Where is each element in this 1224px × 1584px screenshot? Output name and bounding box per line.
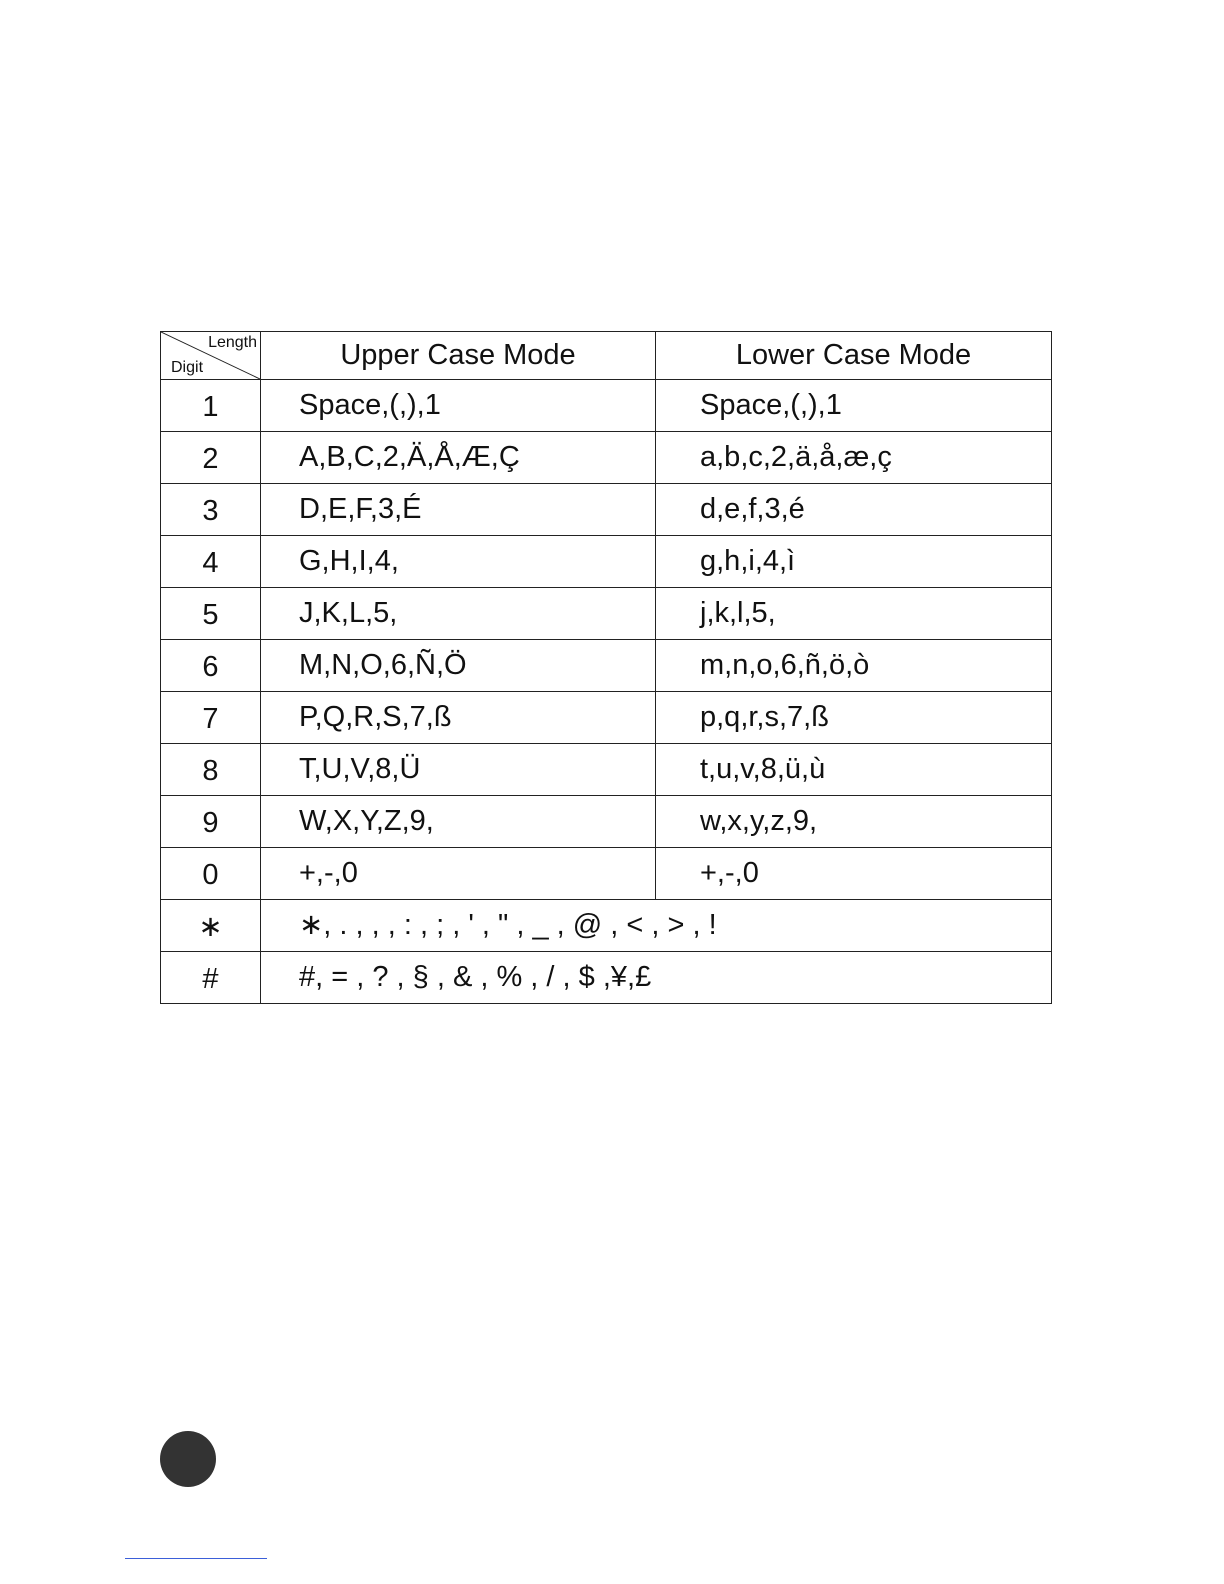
table-row xyxy=(161,380,1052,432)
digit-key-cell: 7 xyxy=(161,692,261,744)
digit-key-cell: 6 xyxy=(161,640,261,692)
table-row xyxy=(161,640,1052,692)
length-label: Length xyxy=(208,334,257,351)
lower-case-characters: m,n,o,6,ñ,ö,ò xyxy=(656,640,1052,692)
digit-key-cell: 8 xyxy=(161,744,261,796)
lower-case-characters: w,x,y,z,9, xyxy=(656,796,1052,848)
upper-case-characters: J,K,L,5, xyxy=(261,588,656,640)
upper-case-characters: T,U,V,8,Ü xyxy=(261,744,656,796)
table-row xyxy=(161,796,1052,848)
table-row xyxy=(161,536,1052,588)
table-row xyxy=(161,848,1052,900)
digit-key-cell: 1 xyxy=(161,380,261,432)
symbol-key-cell: # xyxy=(161,952,261,1004)
lower-case-characters: +,-,0 xyxy=(656,848,1052,900)
symbol-row xyxy=(161,900,1052,952)
upper-case-characters: A,B,C,2,Ä,Å,Æ,Ç xyxy=(261,432,656,484)
lower-case-characters: g,h,i,4,ì xyxy=(656,536,1052,588)
upper-case-characters: W,X,Y,Z,9, xyxy=(261,796,656,848)
table-header-row xyxy=(161,332,1052,380)
digit-key-cell: 2 xyxy=(161,432,261,484)
digit-key-cell: 5 xyxy=(161,588,261,640)
digit-key-cell: 3 xyxy=(161,484,261,536)
lower-case-characters: a,b,c,2,ä,å,æ,ç xyxy=(656,432,1052,484)
corner-header-cell xyxy=(161,332,261,380)
table-row xyxy=(161,588,1052,640)
digit-key-cell: 0 xyxy=(161,848,261,900)
upper-case-mode-header: Upper Case Mode xyxy=(261,332,656,380)
digit-label: Digit xyxy=(171,359,204,376)
lower-case-characters: d,e,f,3,é xyxy=(656,484,1052,536)
upper-case-characters: +,-,0 xyxy=(261,848,656,900)
lower-case-characters: p,q,r,s,7,ß xyxy=(656,692,1052,744)
lower-case-characters: j,k,l,5, xyxy=(656,588,1052,640)
upper-case-characters: M,N,O,6,Ñ,Ö xyxy=(261,640,656,692)
upper-case-characters: P,Q,R,S,7,ß xyxy=(261,692,656,744)
upper-case-characters: G,H,I,4, xyxy=(261,536,656,588)
page-marker-dot xyxy=(160,1431,216,1487)
lower-case-characters: Space,(,),1 xyxy=(656,380,1052,432)
symbol-row xyxy=(161,952,1052,1004)
digit-key-cell: 4 xyxy=(161,536,261,588)
character-input-table xyxy=(160,331,1052,1004)
symbol-characters: ∗, . , , , : , ; , ' , " , _ , @ , < , > , ! xyxy=(261,900,1052,952)
table-row xyxy=(161,484,1052,536)
bottom-rule xyxy=(125,1558,267,1559)
lower-case-mode-header: Lower Case Mode xyxy=(656,332,1052,380)
table-row xyxy=(161,692,1052,744)
table-row xyxy=(161,432,1052,484)
upper-case-characters: D,E,F,3,É xyxy=(261,484,656,536)
digit-key-cell: 9 xyxy=(161,796,261,848)
table-row xyxy=(161,744,1052,796)
lower-case-characters: t,u,v,8,ü,ù xyxy=(656,744,1052,796)
symbol-characters: #, = , ? , § , & , % , / , $ ,¥,£ xyxy=(261,952,1052,1004)
upper-case-characters: Space,(,),1 xyxy=(261,380,656,432)
symbol-key-cell: ∗ xyxy=(161,900,261,952)
